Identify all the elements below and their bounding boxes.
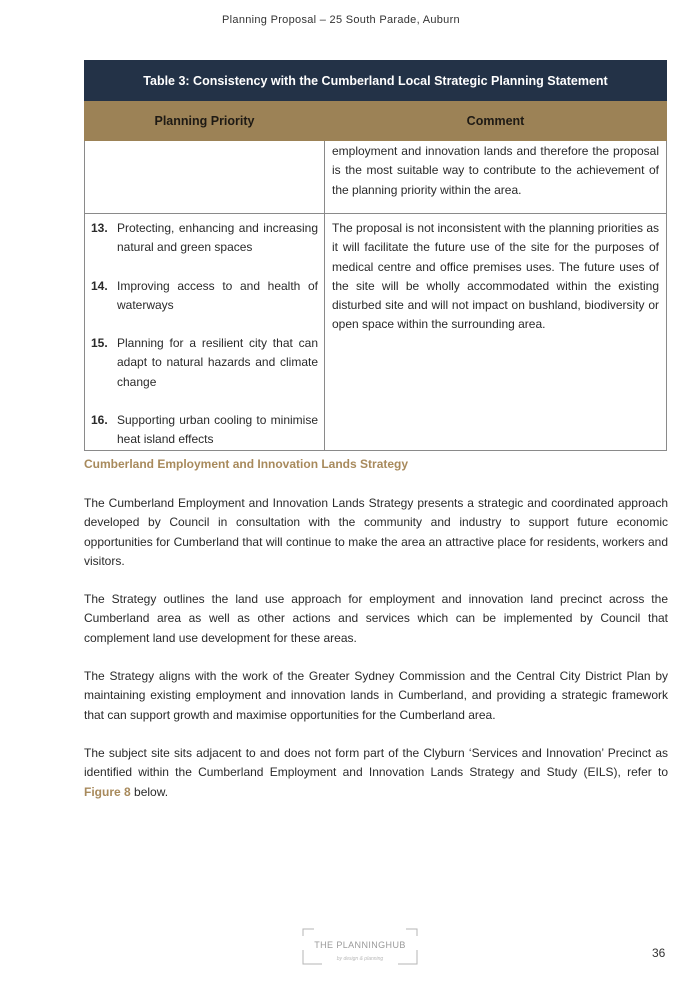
column-header-comment: Comment [325, 101, 667, 141]
priority-text: Planning for a resilient city that can adapt to natural hazards and climate change [117, 336, 318, 389]
priority-item [91, 411, 318, 450]
priorities-cell [85, 214, 325, 451]
priority-text: Protecting, enhancing and increasing natural and green spaces [117, 221, 318, 255]
paragraph: The Strategy outlines the land use approach for employment and innovation land precinct across the Cumberland area as well as other actions and services which can be implemented by Council that complement land use development for these areas. [84, 592, 668, 645]
priority-item [91, 277, 318, 316]
priority-text: Improving access to and health of waterways [117, 278, 318, 312]
priority-number: 16. [91, 413, 108, 428]
section-heading: Cumberland Employment and Innovation Lands Strategy [84, 457, 409, 471]
table-title: Table 3: Consistency with the Cumberland Local Strategic Planning Statement [85, 61, 667, 101]
table-row [85, 214, 667, 451]
priority-item [91, 219, 318, 258]
paragraph [84, 744, 668, 802]
priorities-comment: The proposal is not inconsistent with the planning priorities as it will facilitate the future use of the site for the purposes of medical centre and office premises uses. The future uses of the site will be wholly accommodated within the existing disturbed site and will not impact on bushland, biodiversity or open space within the surrounding area. [325, 214, 667, 451]
table-row [85, 141, 667, 214]
priority-number: 14. [91, 278, 108, 293]
logo-text: THE PLANNINGHUB [314, 940, 406, 950]
consistency-table [84, 60, 667, 451]
planninghub-logo [302, 928, 418, 968]
running-header: Planning Proposal – 25 South Parade, Auburn [222, 14, 460, 26]
page-number: 36 [652, 946, 666, 960]
paragraph-text: The subject site sits adjacent to and does not form part of the Clyburn ‘Services and Innovation’ Precinct as identified within the Cumberland Employment and Innovation Lands Strategy and Study (EILS), refer to [84, 746, 668, 780]
paragraph: The Strategy aligns with the work of the Greater Sydney Commission and the Central City District Plan by maintaining existing employment and innovation lands in Cumberland, and providing a strategic framework that can support growth and maximise opportunities for the Cumberland area. [84, 669, 668, 722]
paragraph-text: below. [134, 784, 169, 799]
priority-item [91, 334, 318, 392]
priority-number: 15. [91, 336, 108, 351]
continued-comment: employment and innovation lands and therefore the proposal is the most suitable way to contribute to the achievement of the planning priority within the area. [325, 141, 667, 214]
logo-tagline: by design & planning [336, 956, 384, 962]
figure-8-reference-link[interactable]: Figure 8 [84, 784, 131, 799]
paragraph: The Cumberland Employment and Innovation Lands Strategy presents a strategic and coordinated approach developed by Council in consultation with the community and industry to support future economic opportunities for Cumberland that will continue to make the area an attractive place for residents, workers and visitors. [84, 496, 668, 568]
priority-number: 13. [91, 221, 108, 235]
priority-text: Supporting urban cooling to minimise heat island effects [117, 413, 318, 447]
column-header-planning-priority: Planning Priority [85, 101, 325, 141]
empty-priority-cell [85, 141, 325, 214]
